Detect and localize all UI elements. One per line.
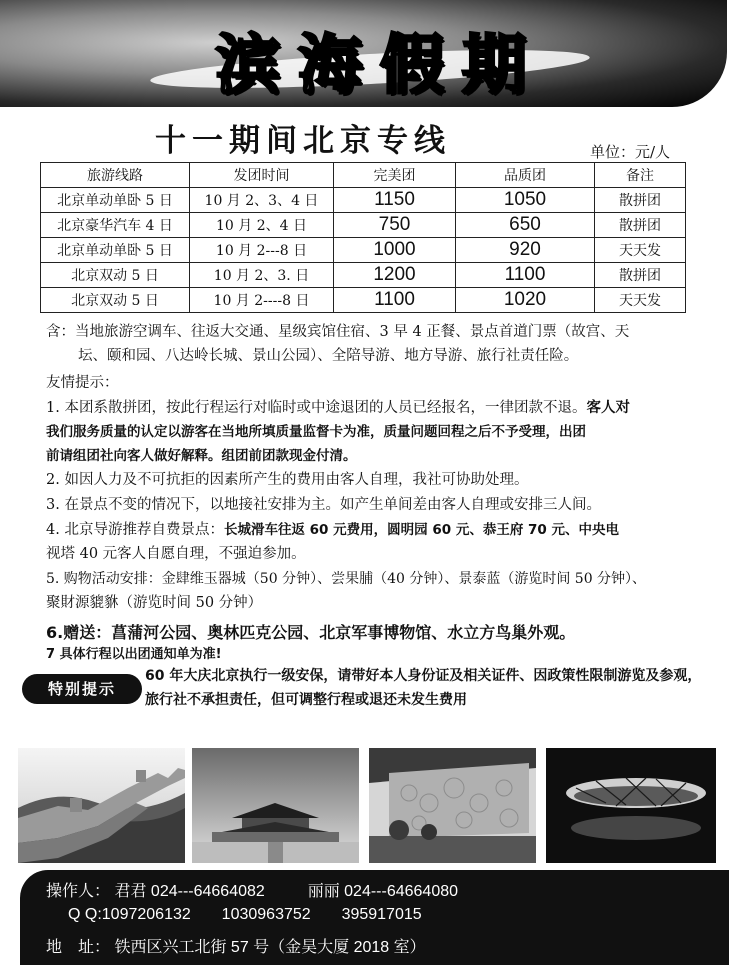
price-quality: 1020	[456, 288, 595, 313]
tip-4-bold: 长城滑车往返 60 元费用，圆明园 60 元、恭王府 70 元、中央电	[223, 522, 620, 538]
address-row	[46, 934, 426, 957]
column-header: 发团时间	[190, 163, 334, 188]
operator-contact-1: 君君 024---64664082	[114, 883, 265, 900]
departure-date: 10 月 2---8 日	[190, 238, 334, 263]
forbidden-city-photo	[192, 748, 359, 863]
remark: 天天发	[595, 238, 686, 263]
address-label: 地 址：	[46, 939, 111, 956]
tip-1-bold: 客人对	[586, 400, 630, 416]
remark: 散拼团	[595, 188, 686, 213]
remark: 天天发	[595, 288, 686, 313]
water-cube-photo	[369, 748, 536, 863]
route-name: 北京双动 5 日	[41, 263, 190, 288]
header-banner	[0, 0, 727, 107]
column-header: 备注	[595, 163, 686, 188]
qq-number-1: 1097206132	[101, 906, 191, 923]
special-notice-badge: 特别提示	[22, 674, 142, 704]
address-text: 铁西区兴工北街 57 号（金昊大厦 2018 室）	[114, 939, 426, 956]
price-quality: 1050	[456, 188, 595, 213]
itinerary-note: 7 具体行程以出团通知单为准!	[46, 647, 222, 662]
qq-number-3: 395917015	[341, 906, 422, 923]
tip-1-text: 1. 本团系散拼团，按此行程运行对临时或中途退团的人员已经报名，一律团款不退。	[46, 400, 587, 416]
page-title: 十一期间北京专线	[155, 123, 451, 159]
brand-title: 滨海假期	[216, 29, 544, 103]
tip-1-line-2: 我们服务质量的认定以游客在当地所填质量监督卡为准，质量问题回程之后不予受理，出团	[46, 424, 586, 440]
includes-line-2: 坛、颐和园、八达岭长城、景山公园）、全陪导游、地方导游、旅行社责任险。	[78, 348, 579, 364]
column-header: 旅游线路	[41, 163, 190, 188]
column-header: 完美团	[334, 163, 456, 188]
price-premium: 1150	[334, 188, 456, 213]
table-row	[41, 263, 686, 288]
qq-row	[68, 906, 422, 924]
price-premium: 1000	[334, 238, 456, 263]
departure-date: 10 月 2、4 日	[190, 213, 334, 238]
route-table	[40, 162, 686, 313]
special-notice-text: 60 年大庆北京执行一级安保，请带好本人身份证及相关证件、因政策性限制游览及参观，旅行社不承担责任，但可调整行程或退还未发生费用	[145, 668, 702, 708]
price-premium: 1100	[334, 288, 456, 313]
remark: 散拼团	[595, 213, 686, 238]
table-header-row	[41, 163, 686, 188]
departure-date: 10 月 2、3. 日	[190, 263, 334, 288]
price-premium: 750	[334, 213, 456, 238]
operator-row	[46, 878, 458, 901]
tips-heading: 友情提示：	[46, 375, 119, 391]
tip-4-text: 4. 北京导游推荐自费景点：	[46, 522, 224, 538]
route-name: 北京双动 5 日	[41, 288, 190, 313]
qq-label: Q Q:	[68, 906, 102, 923]
great-wall-photo	[18, 748, 185, 863]
contact-footer	[20, 870, 729, 965]
tip-1-line-3: 前请组团社向客人做好解释。组团前团款现金付清。	[46, 448, 357, 464]
route-name: 北京豪华汽车 4 日	[41, 213, 190, 238]
tip-5: 5. 购物活动安排：金肆维玉器城（50 分钟）、尝果脯（40 分钟）、景泰蓝（游览时间 50 分钟）、	[46, 571, 647, 587]
operator-contact-2: 丽丽 024---64664080	[307, 883, 459, 900]
tip-4-line-2: 视塔 40 元客人自愿自理，不强迫参加。	[46, 546, 306, 562]
table-row	[41, 238, 686, 263]
includes-line-1: 含：当地旅游空调车、往返大交通、星级宾馆住宿、3 早 4 正餐、景点首道门票（故宫、天	[46, 324, 630, 340]
tip-2: 2. 如因人力及不可抗拒的因素所产生的费用由客人自理，我社可协助处理。	[46, 472, 529, 488]
table-row	[41, 188, 686, 213]
price-premium: 1200	[334, 263, 456, 288]
departure-date: 10 月 2----8 日	[190, 288, 334, 313]
price-quality: 920	[456, 238, 595, 263]
operator-label: 操作人：	[46, 883, 111, 900]
tip-5-line-2: 聚財源貔貅（游览时间 50 分钟）	[46, 595, 263, 611]
tip-4	[46, 518, 696, 542]
table-row	[41, 213, 686, 238]
route-name: 北京单动单卧 5 日	[41, 188, 190, 213]
birds-nest-photo	[546, 748, 716, 863]
tip-3: 3. 在景点不变的情况下，以地接社安排为主。如产生单间差由客人自理或安排三人间。	[46, 497, 601, 513]
column-header: 品质团	[456, 163, 595, 188]
gift-note: 6.赠送：菖蒲河公园、奥林匹克公园、北京军事博物馆、水立方鸟巢外观。	[46, 623, 576, 642]
table-row	[41, 288, 686, 313]
tip-1	[46, 396, 696, 420]
route-name: 北京单动单卧 5 日	[41, 238, 190, 263]
price-quality: 650	[456, 213, 595, 238]
price-unit: 单位：元/人	[590, 143, 671, 161]
remark: 散拼团	[595, 263, 686, 288]
qq-number-2: 1030963752	[221, 906, 311, 923]
price-quality: 1100	[456, 263, 595, 288]
departure-date: 10 月 2、3、4 日	[190, 188, 334, 213]
